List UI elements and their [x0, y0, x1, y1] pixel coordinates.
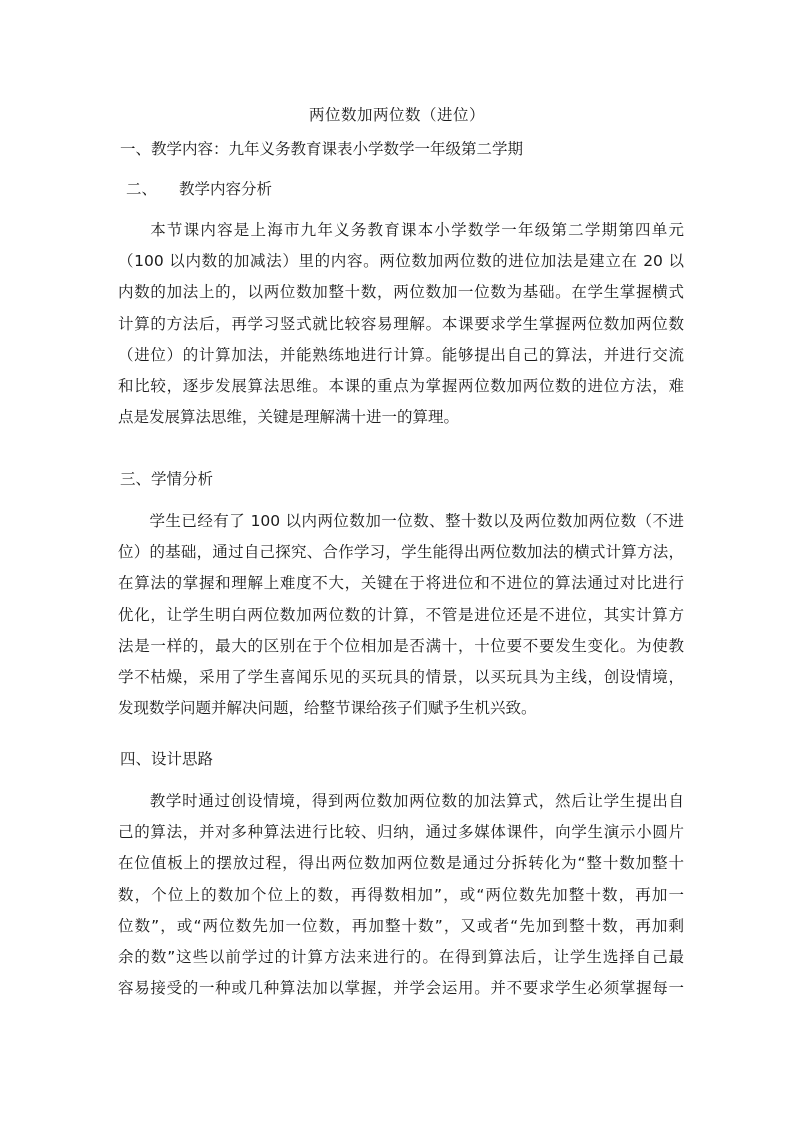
paragraph-line: （进位）的计算加法，并能熟练地进行计算。能够提出自己的算法，并进行交流 [118, 345, 684, 364]
paragraph-line: 优化，让学生明白两位数加两位数的计算，不管是进位还是不进位，其实计算方 [118, 605, 684, 624]
paragraph-line: 学不枯燥，采用了学生喜闻乐见的买玩具的情景，以买玩具为主线，创设情境， [118, 668, 684, 687]
section-heading-1: 一、教学内容：九年义务教育课表小学数学一年级第二学期 [120, 140, 524, 158]
section-heading-4: 四、设计思路 [120, 750, 214, 768]
paragraph-line: 学生已经有了 100 以内两位数加一位数、整十数以及两位数加两位数（不进 [149, 512, 684, 530]
section-heading-2-number: 二、 [126, 180, 158, 198]
paragraph-line: 余的数”这些以前学过的计算方法来进行的。在得到算法后，让学生选择自己最 [118, 948, 684, 967]
paragraph-line: 内数的加法上的，以两位数加整十数，两位数加一位数为基础。在学生掌握横式 [118, 283, 684, 302]
paragraph-content-analysis [118, 215, 684, 433]
page-title: 两位数加两位数（进位） [308, 106, 485, 124]
paragraph-line: 容易接受的一种或几种算法加以掌握，并学会运用。并不要求学生必须掌握每一 [118, 979, 684, 998]
paragraph-line: 位）的基础，通过自己探究、合作学习，学生能得出两位数加法的横式计算方法， [118, 543, 684, 562]
paragraph-line: 教学时通过创设情境，得到两位数加两位数的加法算式，然后让学生提出自 [149, 792, 684, 810]
paragraph-line: 己的算法，并对多种算法进行比较、归纳，通过多媒体课件，向学生演示小圆片 [118, 823, 684, 842]
paragraph-line: 位数”，或“两位数先加一位数，再加整十数”，又或者“先加到整十数，再加剩 [118, 916, 684, 935]
paragraph-design-idea [118, 786, 684, 1004]
paragraph-line: 计算的方法后，再学习竖式就比较容易理解。本课要求学生掌握两位数加两位数 [118, 314, 684, 333]
section-heading-2 [126, 177, 272, 201]
paragraph-line: 本节课内容是上海市九年义务教育课本小学数学一年级第二学期第四单元 [149, 221, 684, 239]
paragraph-line: 点是发展算法思维，关键是理解满十进一的算理。 [118, 408, 460, 427]
paragraph-line: 法是一样的，最大的区别在于个位相加是否满十，十位要不要发生变化。为使教 [118, 636, 684, 655]
paragraph-student-analysis [118, 506, 684, 724]
paragraph-line: 数，个位上的数加个位上的数，再得数相加”，或“两位数先加整十数，再加一 [118, 885, 684, 904]
paragraph-line: 在位值板上的摆放过程，得出两位数加两位数是通过分拆转化为“整十数加整十 [118, 854, 684, 873]
paragraph-line: （100 以内数的加减法）里的内容。两位数加两位数的进位加法是建立在 20 以 [118, 252, 684, 271]
paragraph-line: 在算法的掌握和理解上难度不大，关键在于将进位和不进位的算法通过对比进行 [118, 574, 684, 593]
section-heading-3: 三、学情分析 [120, 470, 214, 488]
paragraph-line: 和比较，逐步发展算法思维。本课的重点为掌握两位数加两位数的进位方法，难 [118, 377, 684, 396]
paragraph-line: 发现数学问题并解决问题，给整节课给孩子们赋予生机兴致。 [118, 699, 537, 718]
section-heading-2-title: 教学内容分析 [179, 180, 273, 198]
